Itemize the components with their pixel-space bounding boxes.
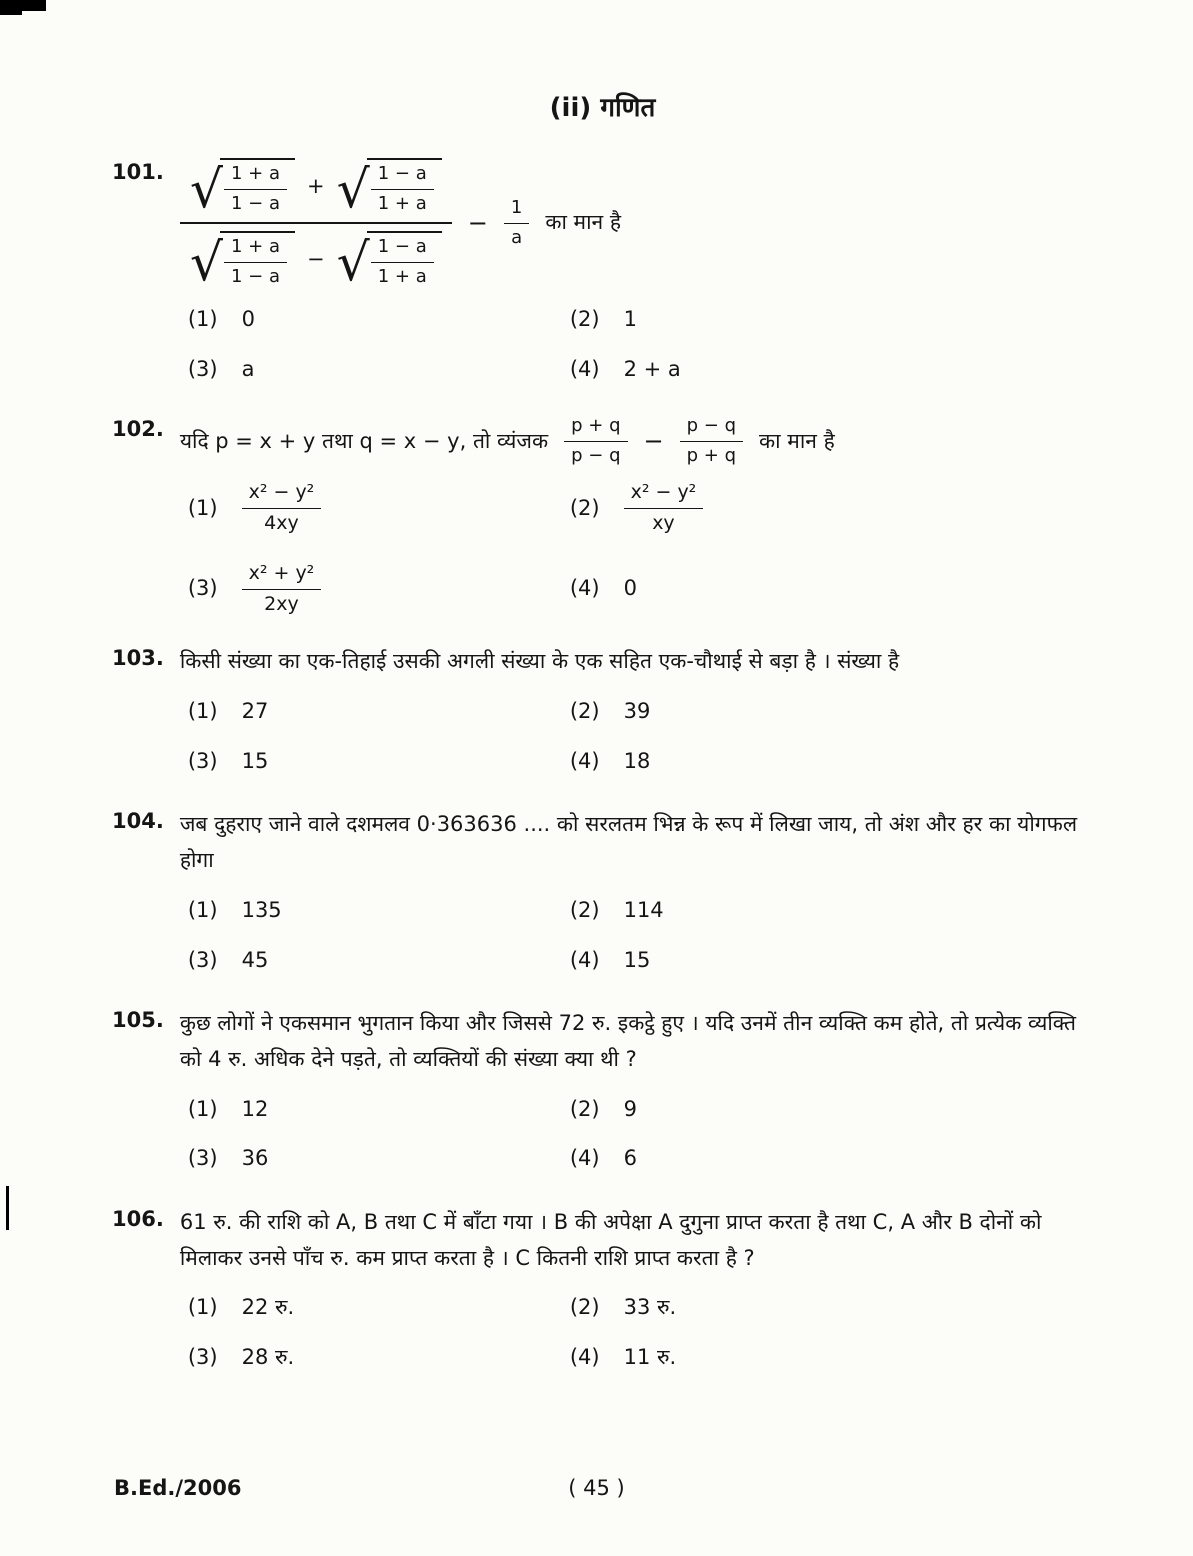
option-value: 9 [623,1096,637,1121]
fraction-numerator: x² − y² [624,481,704,509]
option-label: (2) [569,897,600,922]
options-grid [188,1290,1093,1375]
option-label: (3) [187,748,218,773]
fraction-numerator: p + q [564,415,627,442]
option-fraction [624,481,704,536]
fraction-denominator: xy [652,512,675,535]
option-label: (4) [569,1345,600,1369]
option-3 [188,352,570,388]
option-3 [188,1340,570,1376]
option-label: (2) [569,307,600,331]
big-fraction-numerator [180,158,452,224]
options-grid [188,893,1093,978]
fraction-numerator: p − q [680,415,743,442]
radicand [220,158,295,215]
fraction [504,197,529,249]
fraction-numerator: 1 + a [224,236,287,263]
radicand [367,231,442,288]
option-label: (4) [569,748,600,773]
option-label: (1) [187,307,218,331]
fraction [371,163,434,215]
fraction-numerator: x² + y² [242,562,322,590]
question-number: 102. [112,417,164,442]
option-value: 135 [241,897,282,922]
sqrt-expression [336,158,442,220]
option-value: 11 रु. [623,1345,677,1369]
option-label: (1) [187,699,218,724]
radical-icon: √ [189,232,223,293]
option-4 [570,1340,1093,1376]
option-label: (1) [187,1295,218,1320]
option-value: 15 [241,748,269,773]
question-stem [180,158,1093,293]
fraction-numerator: 1 + a [224,163,287,190]
question-body [180,807,1093,978]
stem-tail-text: का मान है [545,210,622,235]
fraction-denominator: 1 + a [377,192,427,214]
option-2 [570,1092,1093,1128]
fraction-numerator: 1 [504,197,529,224]
option-value: 12 [241,1096,269,1121]
option-1 [188,1290,570,1326]
option-4 [570,943,1093,979]
option-value: 27 [241,699,269,724]
fraction-denominator: p − q [571,444,621,466]
option-3 [188,943,570,979]
question-stem: किसी संख्या का एक-तिहाई उसकी अगली संख्या के एक सहित एक-चौथाई से बड़ा है । संख्या है [179,649,900,674]
question-103 [112,644,1093,779]
question-104 [112,807,1093,978]
fraction [371,236,434,288]
radical-icon: √ [336,232,370,293]
footer-page-number: ( 45 ) [568,1476,625,1500]
option-3 [188,562,570,617]
option-value: 22 रु. [241,1295,295,1320]
option-value: a [241,356,255,381]
minus-operator: − [467,208,488,237]
question-number: 103. [112,646,164,671]
option-4 [570,352,1093,388]
options-grid [188,694,1093,779]
option-value: 39 [623,699,651,724]
option-1 [188,1092,570,1128]
fraction [564,415,627,467]
option-value: 1 [623,307,637,331]
minus-operator: − [306,246,325,271]
option-1 [188,481,570,536]
option-2 [570,694,1093,730]
question-body [180,158,1093,387]
option-2 [570,1290,1093,1326]
option-label: (4) [569,576,600,601]
option-label: (3) [187,576,218,601]
option-fraction [242,562,322,617]
fraction-denominator: 4xy [264,512,299,535]
option-value: 15 [623,947,651,972]
option-value: 0 [623,576,637,601]
option-label: (4) [569,1146,600,1171]
fraction-denominator: 2xy [264,592,299,615]
option-3 [188,1141,570,1177]
fraction [224,236,287,288]
question-number: 104. [112,809,164,834]
option-value: 36 [241,1146,269,1171]
option-2 [570,481,1093,536]
question-number: 106. [112,1206,164,1231]
option-value: 18 [623,748,651,773]
options-grid [188,302,1093,387]
question-stem [180,415,1093,467]
option-value: 6 [623,1146,637,1171]
sqrt-expression [189,231,295,293]
footer-booklet-code: B.Ed./2006 [114,1476,242,1500]
section-title: (ii) गणित [549,93,656,123]
option-4 [570,1141,1093,1177]
question-stem: 61 रु. की राशि को A, B तथा C में बाँटा गया । B की अपेक्षा A दुगुना प्राप्त करता है तथा C, A और B दोनों को मिलाकर उनसे पाँच रु. कम प्राप्त करता है । C कितनी राशि प्राप्त करता है ? [179,1209,1042,1270]
option-label: (4) [569,947,600,972]
option-4 [570,562,1093,617]
option-2 [570,893,1093,929]
question-106 [112,1205,1093,1376]
big-fraction-denominator [189,224,442,293]
fraction [224,163,287,215]
option-value: 33 रु. [623,1295,677,1320]
option-value: 114 [623,897,664,922]
fraction-denominator: 1 − a [230,192,280,214]
question-number: 101. [112,160,164,184]
sqrt-expression [336,231,442,293]
option-label: (3) [187,947,218,972]
option-label: (2) [569,1295,600,1320]
option-1 [188,302,570,338]
question-body [180,1006,1093,1177]
fraction [680,415,743,467]
option-3 [188,744,570,780]
question-body [180,644,1093,779]
fraction-denominator: p + q [686,444,737,466]
radical-icon: √ [336,159,370,220]
option-4 [570,744,1093,780]
option-value: 28 रु. [241,1345,295,1369]
option-label: (3) [187,356,218,381]
option-2 [570,302,1093,338]
question-stem: कुछ लोगों ने एकसमान भुगतान किया और जिससे 72 रु. इकट्ठे हुए । यदि उनमें तीन व्यक्ति कम होते, तो प्रत्येक व्यक्ति को 4 रु. अधिक देने पड़ते, तो व्यक्तियों की संख्या क्या थी ? [179,1011,1077,1071]
scan-artifact-top [0,0,46,11]
option-label: (1) [187,1096,218,1121]
fraction-numerator: 1 − a [371,163,434,190]
plus-operator: + [306,173,325,198]
fraction-numerator: 1 − a [371,236,434,263]
question-body [180,415,1093,616]
option-value: 0 [241,307,255,331]
option-1 [188,893,570,929]
option-label: (2) [569,699,600,724]
question-number: 105. [112,1008,164,1033]
options-grid [188,481,1093,616]
option-label: (1) [187,897,218,922]
question-105 [112,1006,1093,1177]
fraction-denominator: 1 + a [377,265,427,287]
radical-icon: √ [189,159,223,220]
scan-artifact-top-notch [0,11,22,15]
option-value: 45 [241,947,269,972]
minus-operator: − [643,426,664,455]
big-fraction [180,158,452,293]
option-label: (3) [187,1146,218,1171]
stem-lead-text: यदि p = x + y तथा q = x − y, तो व्यंजक [179,428,549,453]
fraction-denominator: a [511,226,523,248]
sqrt-expression [189,158,295,220]
question-stem: जब दुहराए जाने वाले दशमलव 0·363636 .... को सरलतम भिन्न के रूप में लिखा जाय, तो अंश और हर का योगफल होगा [179,812,1078,873]
option-label: (2) [569,1096,600,1121]
page-footer [0,1476,1193,1500]
fraction-denominator: 1 − a [230,265,280,287]
option-label: (3) [187,1345,218,1369]
stem-tail-text: का मान है [759,428,835,453]
option-label: (2) [569,495,600,520]
scan-artifact-left-edge [6,1186,9,1230]
question-body [180,1205,1093,1376]
options-grid [188,1092,1093,1177]
question-102 [112,415,1093,616]
question-101 [112,158,1093,387]
option-label: (4) [569,356,600,381]
option-label: (1) [187,495,218,520]
radicand [220,231,295,288]
option-fraction [242,481,322,536]
option-value: 2 + a [623,356,681,381]
option-1 [188,694,570,730]
radicand [367,158,442,215]
fraction-numerator: x² − y² [242,481,322,509]
